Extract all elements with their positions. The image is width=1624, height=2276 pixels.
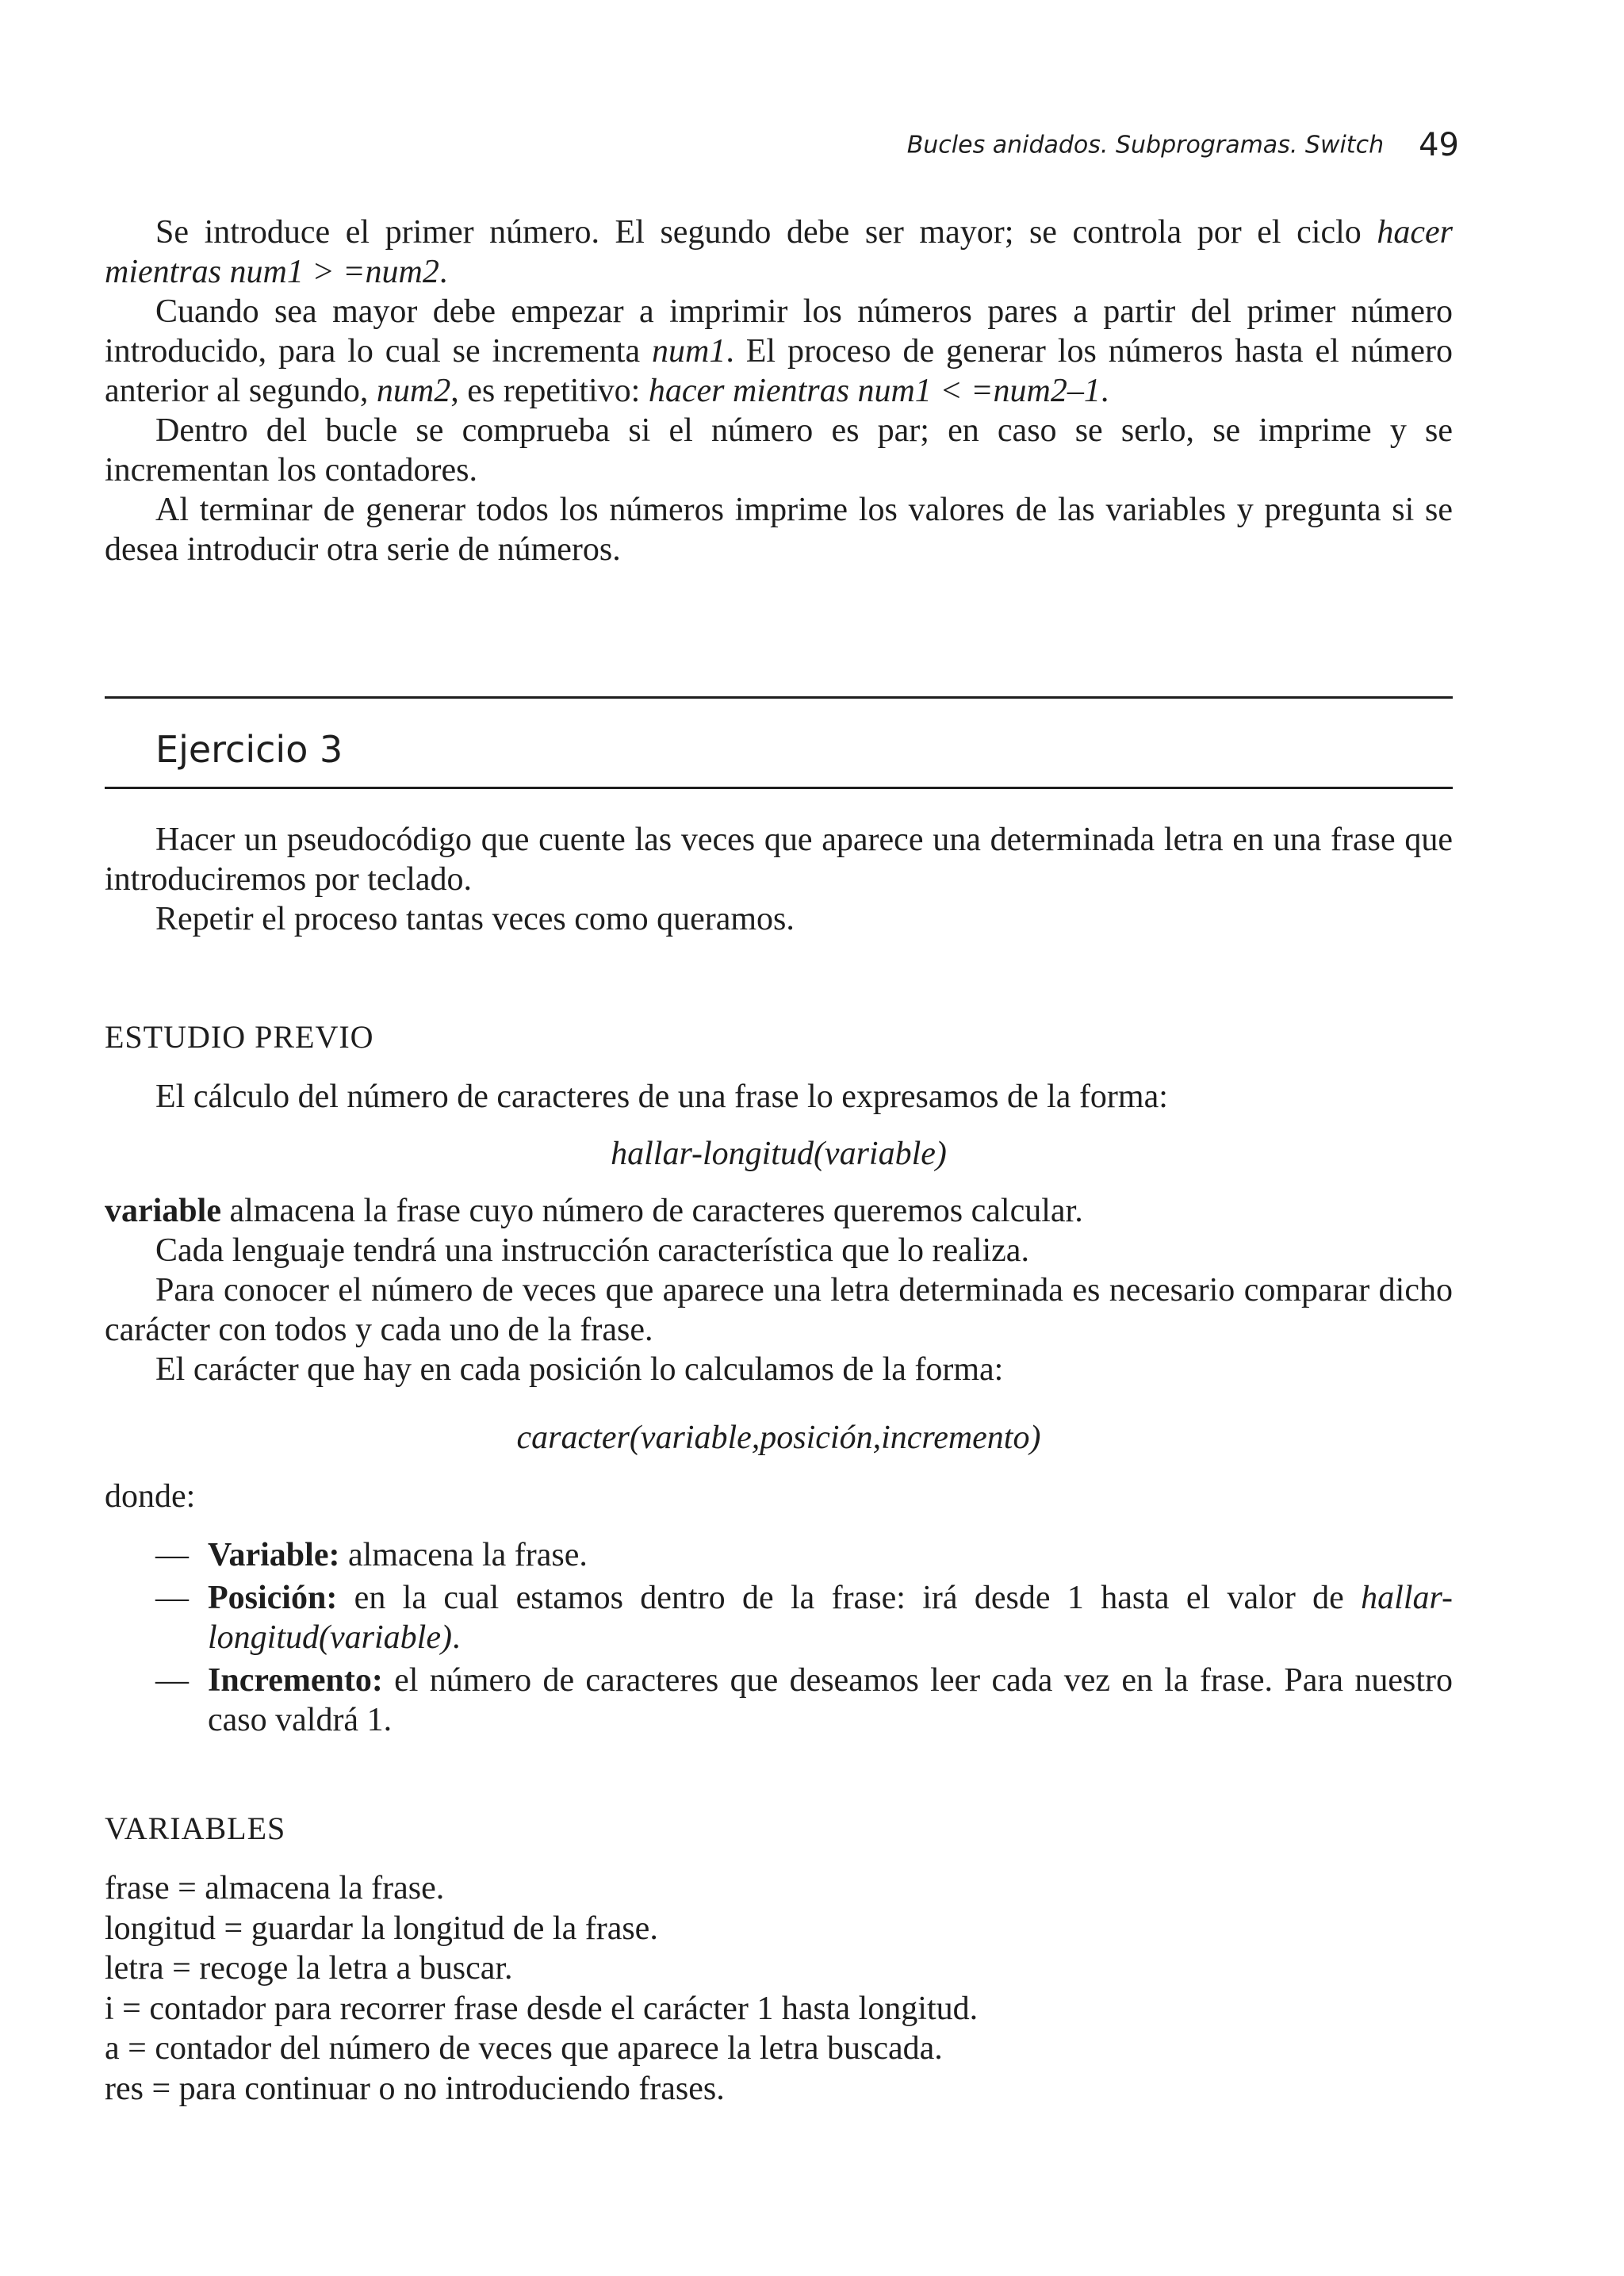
formula-caracter: caracter(variable,posición,incremento) xyxy=(516,1420,1041,1456)
page-header xyxy=(793,127,1459,171)
exercise-title: Ejercicio 3 xyxy=(155,728,343,771)
intro-section xyxy=(105,213,1453,569)
exercise-paragraph-2: Repetir el proceso tantas veces como queramos. xyxy=(155,901,795,937)
page-number: 49 xyxy=(1419,127,1459,163)
variables-list xyxy=(105,1868,1453,2109)
exercise-statement xyxy=(105,820,1453,939)
estudio-paragraph-1: El cálculo del número de caracteres de una frase lo expresamos de la forma: xyxy=(155,1079,1168,1115)
variable-a: a = contador del número de veces que aparece la letra buscada. xyxy=(105,2030,943,2067)
estudio-paragraph-4: Para conocer el número de veces que aparece una letra determinada es necesario comparar dicho carácter con todos y cada uno de la frase. xyxy=(105,1272,1453,1348)
definition-incremento: — Incremento: el número de caracteres que deseamos leer cada vez en la frase. Para nuestro caso valdrá 1. xyxy=(155,1662,1453,1738)
variable-longitud: longitud = guardar la longitud de la frase. xyxy=(105,1910,658,1947)
formula-hallar-longitud: hallar-longitud(variable) xyxy=(611,1136,947,1172)
running-title: Bucles anidados. Subprogramas. Switch xyxy=(906,131,1385,159)
intro-paragraph-3: Dentro del bucle se comprueba si el número es par; en caso se serlo, se imprime y se incrementan los contadores. xyxy=(105,412,1453,489)
variable-letra: letra = recoge la letra a buscar. xyxy=(105,1950,513,1987)
donde-label: donde: xyxy=(105,1478,196,1515)
variable-i: i = contador para recorrer frase desde el carácter 1 hasta longitud. xyxy=(105,1990,979,2027)
intro-paragraph-2: Cuando sea mayor debe empezar a imprimir los números pares a partir del primer número introducido, para lo cual se incrementa num1. El proceso de generar los números hasta el número anterior al segundo, num2, es repetitivo: hacer mientras num1 < =num2–1. xyxy=(105,293,1453,409)
definition-list xyxy=(155,1535,1453,1743)
intro-paragraph-1: Se introduce el primer número. El segundo debe ser mayor; se controla por el ciclo hacer mientras num1 > =num2. xyxy=(105,214,1453,290)
intro-paragraph-4: Al terminar de generar todos los números imprime los valores de las variables y pregunta si se desea introducir otra serie de números. xyxy=(105,492,1453,568)
estudio-paragraph-3: Cada lenguaje tendrá una instrucción característica que lo realiza. xyxy=(155,1232,1029,1269)
definition-variable: — Variable: almacena la frase. xyxy=(155,1537,588,1573)
estudio-body xyxy=(105,1191,1453,1389)
donde-block xyxy=(105,1477,1453,1516)
definition-posicion: — Posición: en la cual estamos dentro de la frase: irá desde 1 hasta el valor de hallar-longitud(variable). xyxy=(155,1580,1453,1656)
variables-heading: VARIABLES xyxy=(105,1810,286,1846)
estudio-paragraph-2: variable almacena la frase cuyo número de caracteres queremos calcular. xyxy=(105,1193,1083,1229)
exercise-bottom-rule xyxy=(105,787,1453,789)
variable-res: res = para continuar o no introduciendo frases. xyxy=(105,2070,725,2107)
estudio-heading: ESTUDIO PREVIO xyxy=(105,1019,374,1055)
exercise-paragraph-1: Hacer un pseudocódigo que cuente las veces que aparece una determinada letra en una frase que introduciremos por teclado. xyxy=(105,822,1453,898)
variable-frase: frase = almacena la frase. xyxy=(105,1870,445,1906)
estudio-intro xyxy=(105,1077,1453,1117)
exercise-top-rule xyxy=(105,696,1453,699)
estudio-paragraph-5: El carácter que hay en cada posición lo calculamos de la forma: xyxy=(155,1351,1004,1388)
